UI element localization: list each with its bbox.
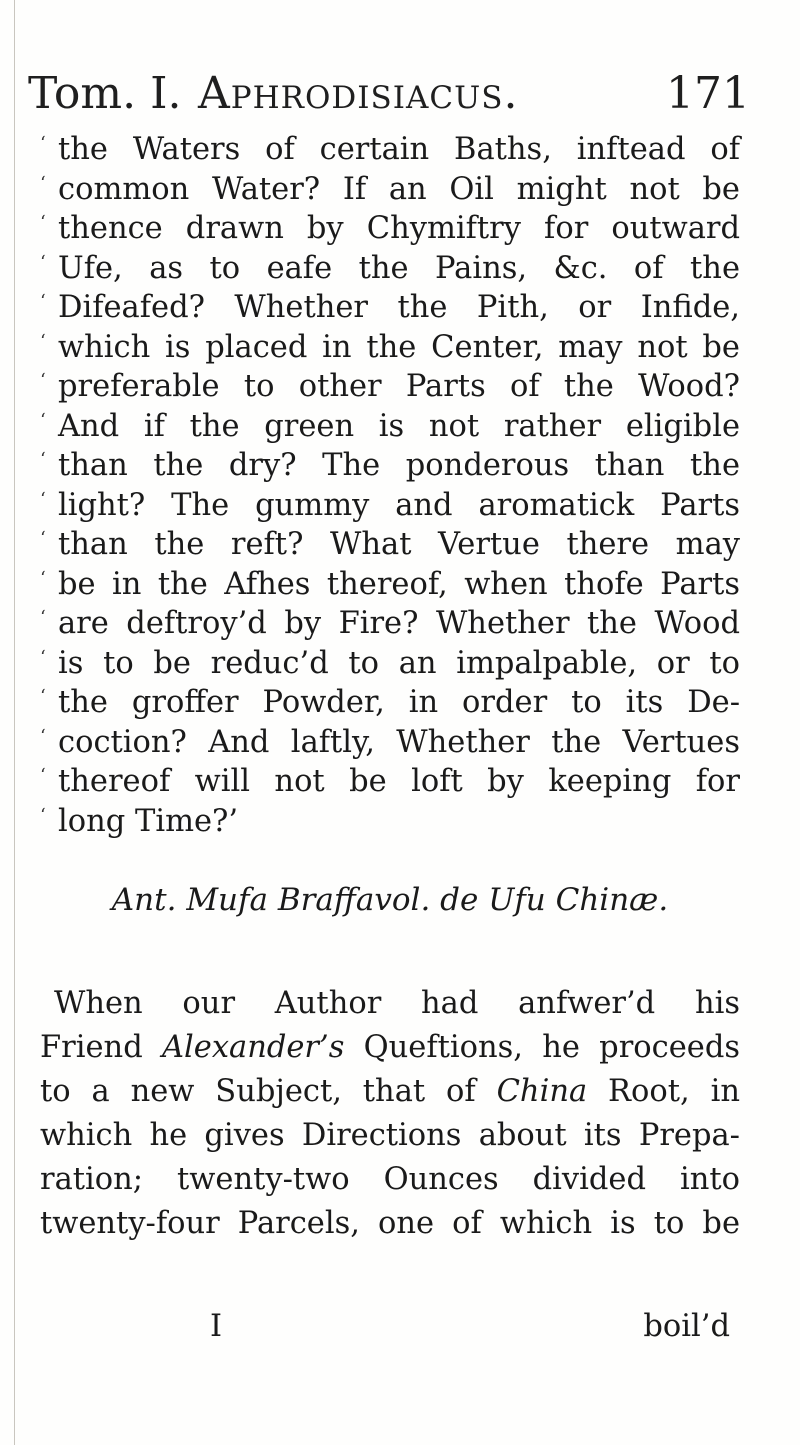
quote-mark: ‘	[40, 449, 46, 470]
quote-mark: ‘	[40, 765, 46, 786]
quote-mark: ‘	[40, 330, 46, 352]
paragraph-line: twenty-four Parcels, one of which is to be	[40, 1206, 740, 1241]
paragraph-text: Friend	[40, 1030, 162, 1065]
person-name: Alexander’s	[161, 1030, 345, 1065]
section-title: Ant. Mufa Braffavol. de Ufu Chinæ.	[111, 882, 669, 918]
quoted-line-text: be in the Afhes thereof, when thofe Parts	[58, 566, 740, 602]
quoted-line-text: thereof will not be loft by keeping for	[58, 764, 740, 799]
paragraph-line	[40, 982, 740, 1026]
quoted-line-text: light? The gummy and aromatick Parts	[58, 487, 740, 523]
quoted-line-text: the groffer Powder, in order to its De-	[58, 685, 740, 720]
quoted-line-text: thence drawn by Chymiftry for outward	[58, 211, 740, 246]
quoted-line	[40, 802, 740, 842]
quoted-line	[40, 407, 740, 447]
quoted-line	[40, 209, 740, 249]
quoted-line-text: coction? And laftly, Whether the Vertues	[58, 724, 740, 760]
quoted-line-text: common Water? If an Oil might not be	[58, 171, 740, 207]
quoted-line	[40, 604, 740, 644]
paragraph-line: ration; twenty-two Ounces divided into	[40, 1162, 740, 1197]
page-footer	[40, 1305, 740, 1349]
quoted-line-text: long Time?’	[58, 803, 239, 839]
quoted-line-text: are deftroy’d by Fire? Whether the Wood	[58, 606, 740, 641]
paragraph-text: Queftions, he proceeds	[344, 1030, 740, 1065]
paragraph-line	[40, 1070, 740, 1114]
quoted-line	[40, 249, 740, 289]
paragraph-line: which he gives Directions about its Prepa-	[40, 1118, 740, 1153]
quote-mark: ‘	[40, 528, 46, 549]
quoted-line	[40, 565, 740, 605]
paragraph-text: When our Author had anfwer’d his	[54, 986, 740, 1021]
quoted-line-text: Ufe, as to eafe the Pains, &c. of the	[58, 250, 740, 286]
quote-mark: ‘	[40, 607, 46, 628]
quoted-line-text: preferable to other Parts of the Wood?	[58, 369, 740, 404]
quote-mark: ‘	[40, 725, 46, 747]
quote-mark: ‘	[40, 686, 46, 707]
quoted-line	[40, 328, 740, 368]
quote-mark: ‘	[40, 488, 46, 510]
quote-mark: ‘	[40, 567, 46, 589]
quoted-line	[40, 723, 740, 763]
quoted-line	[40, 367, 740, 407]
quote-mark: ‘	[40, 251, 46, 273]
quote-mark: ‘	[40, 172, 46, 194]
paragraph-text: Root, in	[587, 1074, 740, 1109]
page-gutter	[14, 0, 15, 1445]
volume-label: Tom. I.	[28, 68, 182, 119]
quoted-line	[40, 683, 740, 723]
catchword: boil’d	[643, 1309, 730, 1344]
quote-mark: ‘	[40, 291, 46, 312]
running-title: Aphrodisiacus.	[198, 68, 519, 119]
quoted-line	[40, 446, 740, 486]
quoted-line-text: than the dry? The ponderous than the	[58, 448, 740, 483]
body-paragraph	[40, 982, 740, 1246]
paragraph-line	[40, 1026, 740, 1070]
quoted-line-text: which is placed in the Center, may not be	[58, 329, 740, 365]
running-header	[28, 66, 750, 122]
quoted-line-text: the Waters of certain Baths, inftead of	[58, 132, 740, 167]
quoted-line-text: Difeafed? Whether the Pith, or Infide,	[58, 290, 740, 325]
quote-mark: ‘	[40, 212, 46, 233]
quoted-line	[40, 288, 740, 328]
quoted-line	[40, 762, 740, 802]
quote-mark: ‘	[40, 409, 46, 431]
quoted-line	[40, 170, 740, 210]
quote-mark: ‘	[40, 133, 46, 154]
quoted-line	[40, 525, 740, 565]
quoted-line	[40, 130, 740, 170]
quote-mark: ‘	[40, 370, 46, 391]
place-name: China	[496, 1074, 588, 1109]
paragraph-text: to a new Subject, that of	[40, 1074, 497, 1109]
quoted-passage	[40, 130, 740, 841]
quoted-line	[40, 644, 740, 684]
signature-mark: I	[210, 1309, 223, 1344]
quoted-line-text: is to be reduc’d to an impalpable, or to	[58, 645, 740, 681]
quoted-line	[40, 486, 740, 526]
quoted-line-text: And if the green is not rather eligible	[58, 408, 740, 444]
quote-mark: ‘	[40, 804, 46, 826]
page-number: 171	[666, 68, 750, 119]
quoted-line-text: than the reft? What Vertue there may	[58, 527, 740, 562]
quote-mark: ‘	[40, 646, 46, 668]
